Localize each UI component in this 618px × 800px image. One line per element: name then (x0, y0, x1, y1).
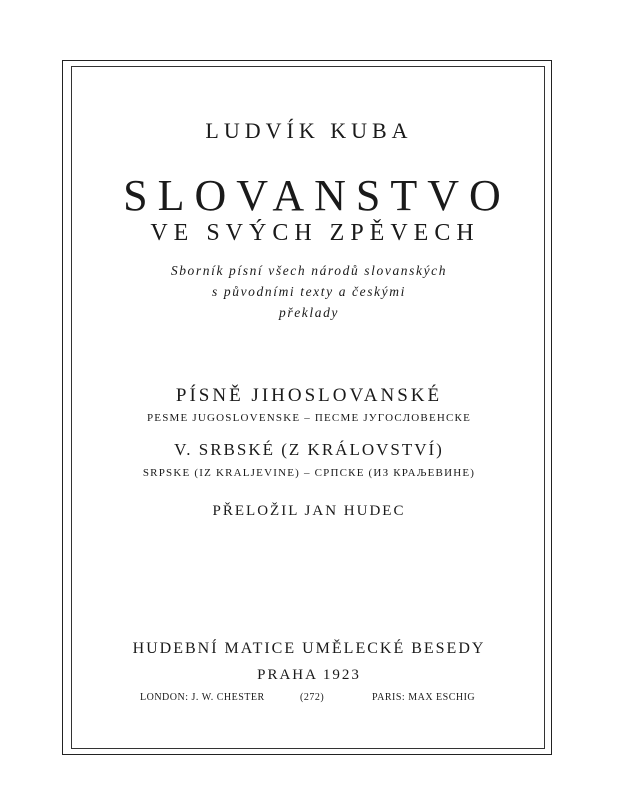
book-title: SLOVANSTVO (123, 171, 511, 220)
description-line-2: s původními texty a českými (212, 284, 406, 299)
author-name: LUDVÍK KUBA (205, 118, 413, 143)
section-title-alt: PESME JUGOSLOVENSKE – ПЕСМЕ ЈУГОСЛОВЕНСКЕ (146, 412, 472, 424)
volume-title-alt: SRPSKE (IZ KRALJEVINE) – СРПСКЕ (ИЗ КРАЉЕВИНЕ) (142, 467, 476, 479)
publication-place-year: PRAHA 1923 (257, 667, 361, 683)
footer-paris: PARIS: MAX ESCHIG (372, 692, 476, 703)
book-subtitle: VE SVÝCH ZPĚVECH (150, 220, 480, 246)
description-line-1: Sborník písní všech národů slovanských (170, 263, 448, 278)
footer-number: (272) (300, 692, 325, 703)
volume-title: V. SRBSKÉ (Z KRÁLOVSTVÍ) (174, 440, 444, 459)
translator-credit: PŘELOŽIL JAN HUDEC (212, 503, 406, 519)
section-title: PÍSNĚ JIHOSLOVANSKÉ (175, 385, 443, 406)
publisher-name: HUDEBNÍ MATICE UMĚLECKÉ BESEDY (132, 640, 486, 657)
footer-london: LONDON: J. W. CHESTER (140, 692, 265, 703)
description-line-3: překlady (278, 305, 340, 320)
